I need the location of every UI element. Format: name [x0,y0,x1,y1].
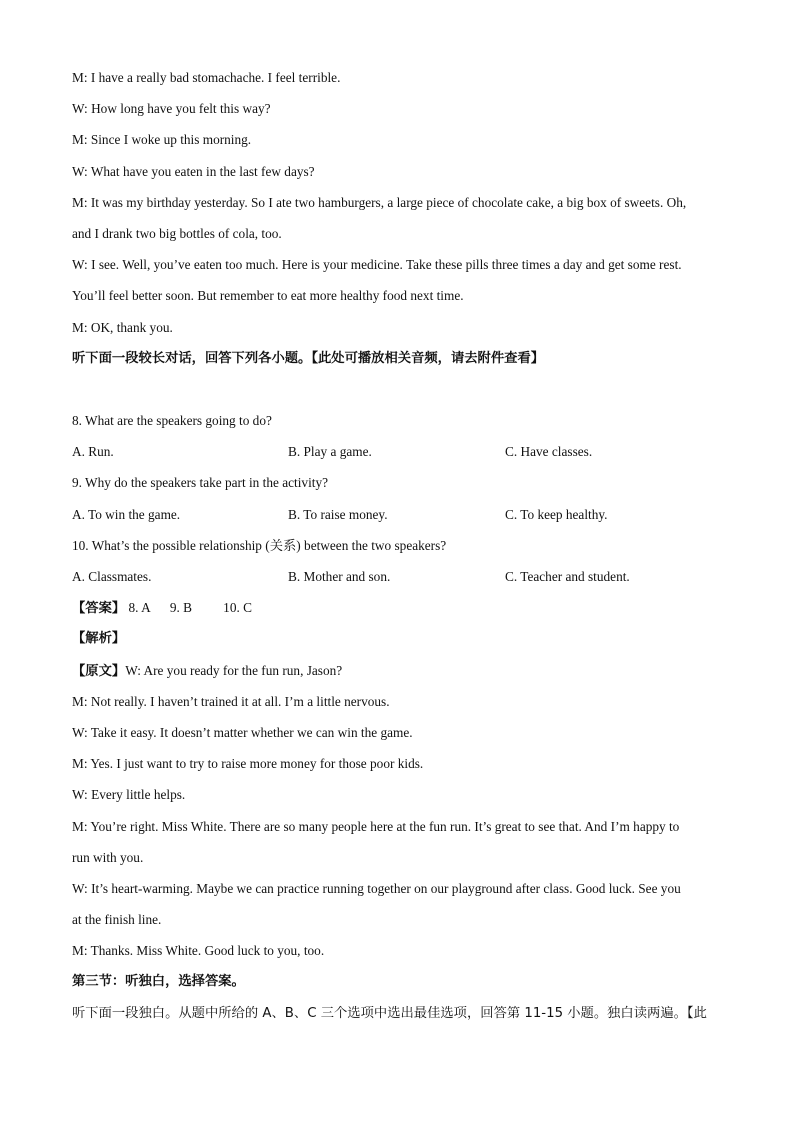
dialogue-line: run with you. [72,849,144,865]
answer-item: 10. C [223,600,252,616]
option-b: B. To raise money. [288,506,388,522]
answer-item: 9. B [169,600,193,616]
dialogue-line: W: Are you ready for the fun run, Jason? [125,662,343,678]
question-options [72,436,724,467]
transcript-first-line [72,655,724,686]
analysis-label: 【解析】 [72,631,126,647]
dialogue-line: and I drank two big bottles of cola, too. [72,225,282,241]
transcript-label: 【原文】 [72,663,126,679]
dialogue-line: M: Yes. I just want to try to raise more money for those poor kids. [72,756,424,772]
document-page [72,62,724,1029]
question-options [72,499,724,530]
dialogue-line: M: I have a really bad stomachache. I feel terrible. [72,70,341,85]
option-b: B. Play a game. [288,444,372,460]
question-stem: 10. What’s the possible relationship (关系) between the two speakers? [72,537,447,553]
section-title: 第三节：听独白，选择答案。 [72,974,245,990]
dialogue-line: W: It’s heart-warming. Maybe we can practice running together on our playground after class. Good luck. See you [72,880,681,896]
dialogue-line: W: Every little helps. [72,787,186,803]
answer-line [72,592,724,623]
option-c: C. To keep healthy. [505,506,608,522]
listening-instruction: 听下面一段较长对话，回答下列各小题。【此处可播放相关音频，请去附件查看】 [72,350,545,366]
option-b: B. Mother and son. [288,569,391,584]
dialogue-line: M: Thanks. Miss White. Good luck to you, too. [72,943,325,959]
answer-item: 8. A [128,600,151,616]
option-c: C. Have classes. [505,444,593,460]
dialogue-line: M: Not really. I haven’t trained it at all. I’m a little nervous. [72,693,390,709]
question-options [72,561,724,592]
dialogue-line: M: You’re right. Miss White. There are so many people here at the fun run. It’s great to see that. And I’m happy to [72,818,680,834]
option-c: C. Teacher and student. [505,569,630,584]
dialogue-line: at the finish line. [72,912,162,928]
answer-label: 【答案】 [72,601,126,617]
dialogue-line: M: It was my birthday yesterday. So I ate two hamburgers, a large piece of chocolate cake, a big box of sweets. Oh, [72,194,687,210]
option-a: A. Run. [72,444,114,460]
option-a: A. Classmates. [72,569,152,584]
dialogue-line: W: How long have you felt this way? [72,101,271,117]
dialogue-line: W: I see. Well, you’ve eaten too much. Here is your medicine. Take these pills three times a day and get some rest. [72,257,682,273]
spacer [72,374,724,405]
dialogue-line: You’ll feel better soon. But remember to eat more healthy food next time. [72,288,464,304]
question-stem: 9. Why do the speakers take part in the activity? [72,475,329,491]
dialogue-line: M: Since I woke up this morning. [72,132,252,148]
option-a: A. To win the game. [72,506,181,522]
dialogue-line: W: What have you eaten in the last few days? [72,163,315,179]
dialogue-line: M: OK, thank you. [72,319,173,335]
monologue-instruction: 听下面一段独白。从题中所给的 A、B、C 三个选项中选出最佳选项，回答第 11-15 小题。独白读两遍。【此 [72,1005,707,1021]
question-stem: 8. What are the speakers going to do? [72,413,272,429]
dialogue-line: W: Take it easy. It doesn’t matter whether we can win the game. [72,724,413,740]
